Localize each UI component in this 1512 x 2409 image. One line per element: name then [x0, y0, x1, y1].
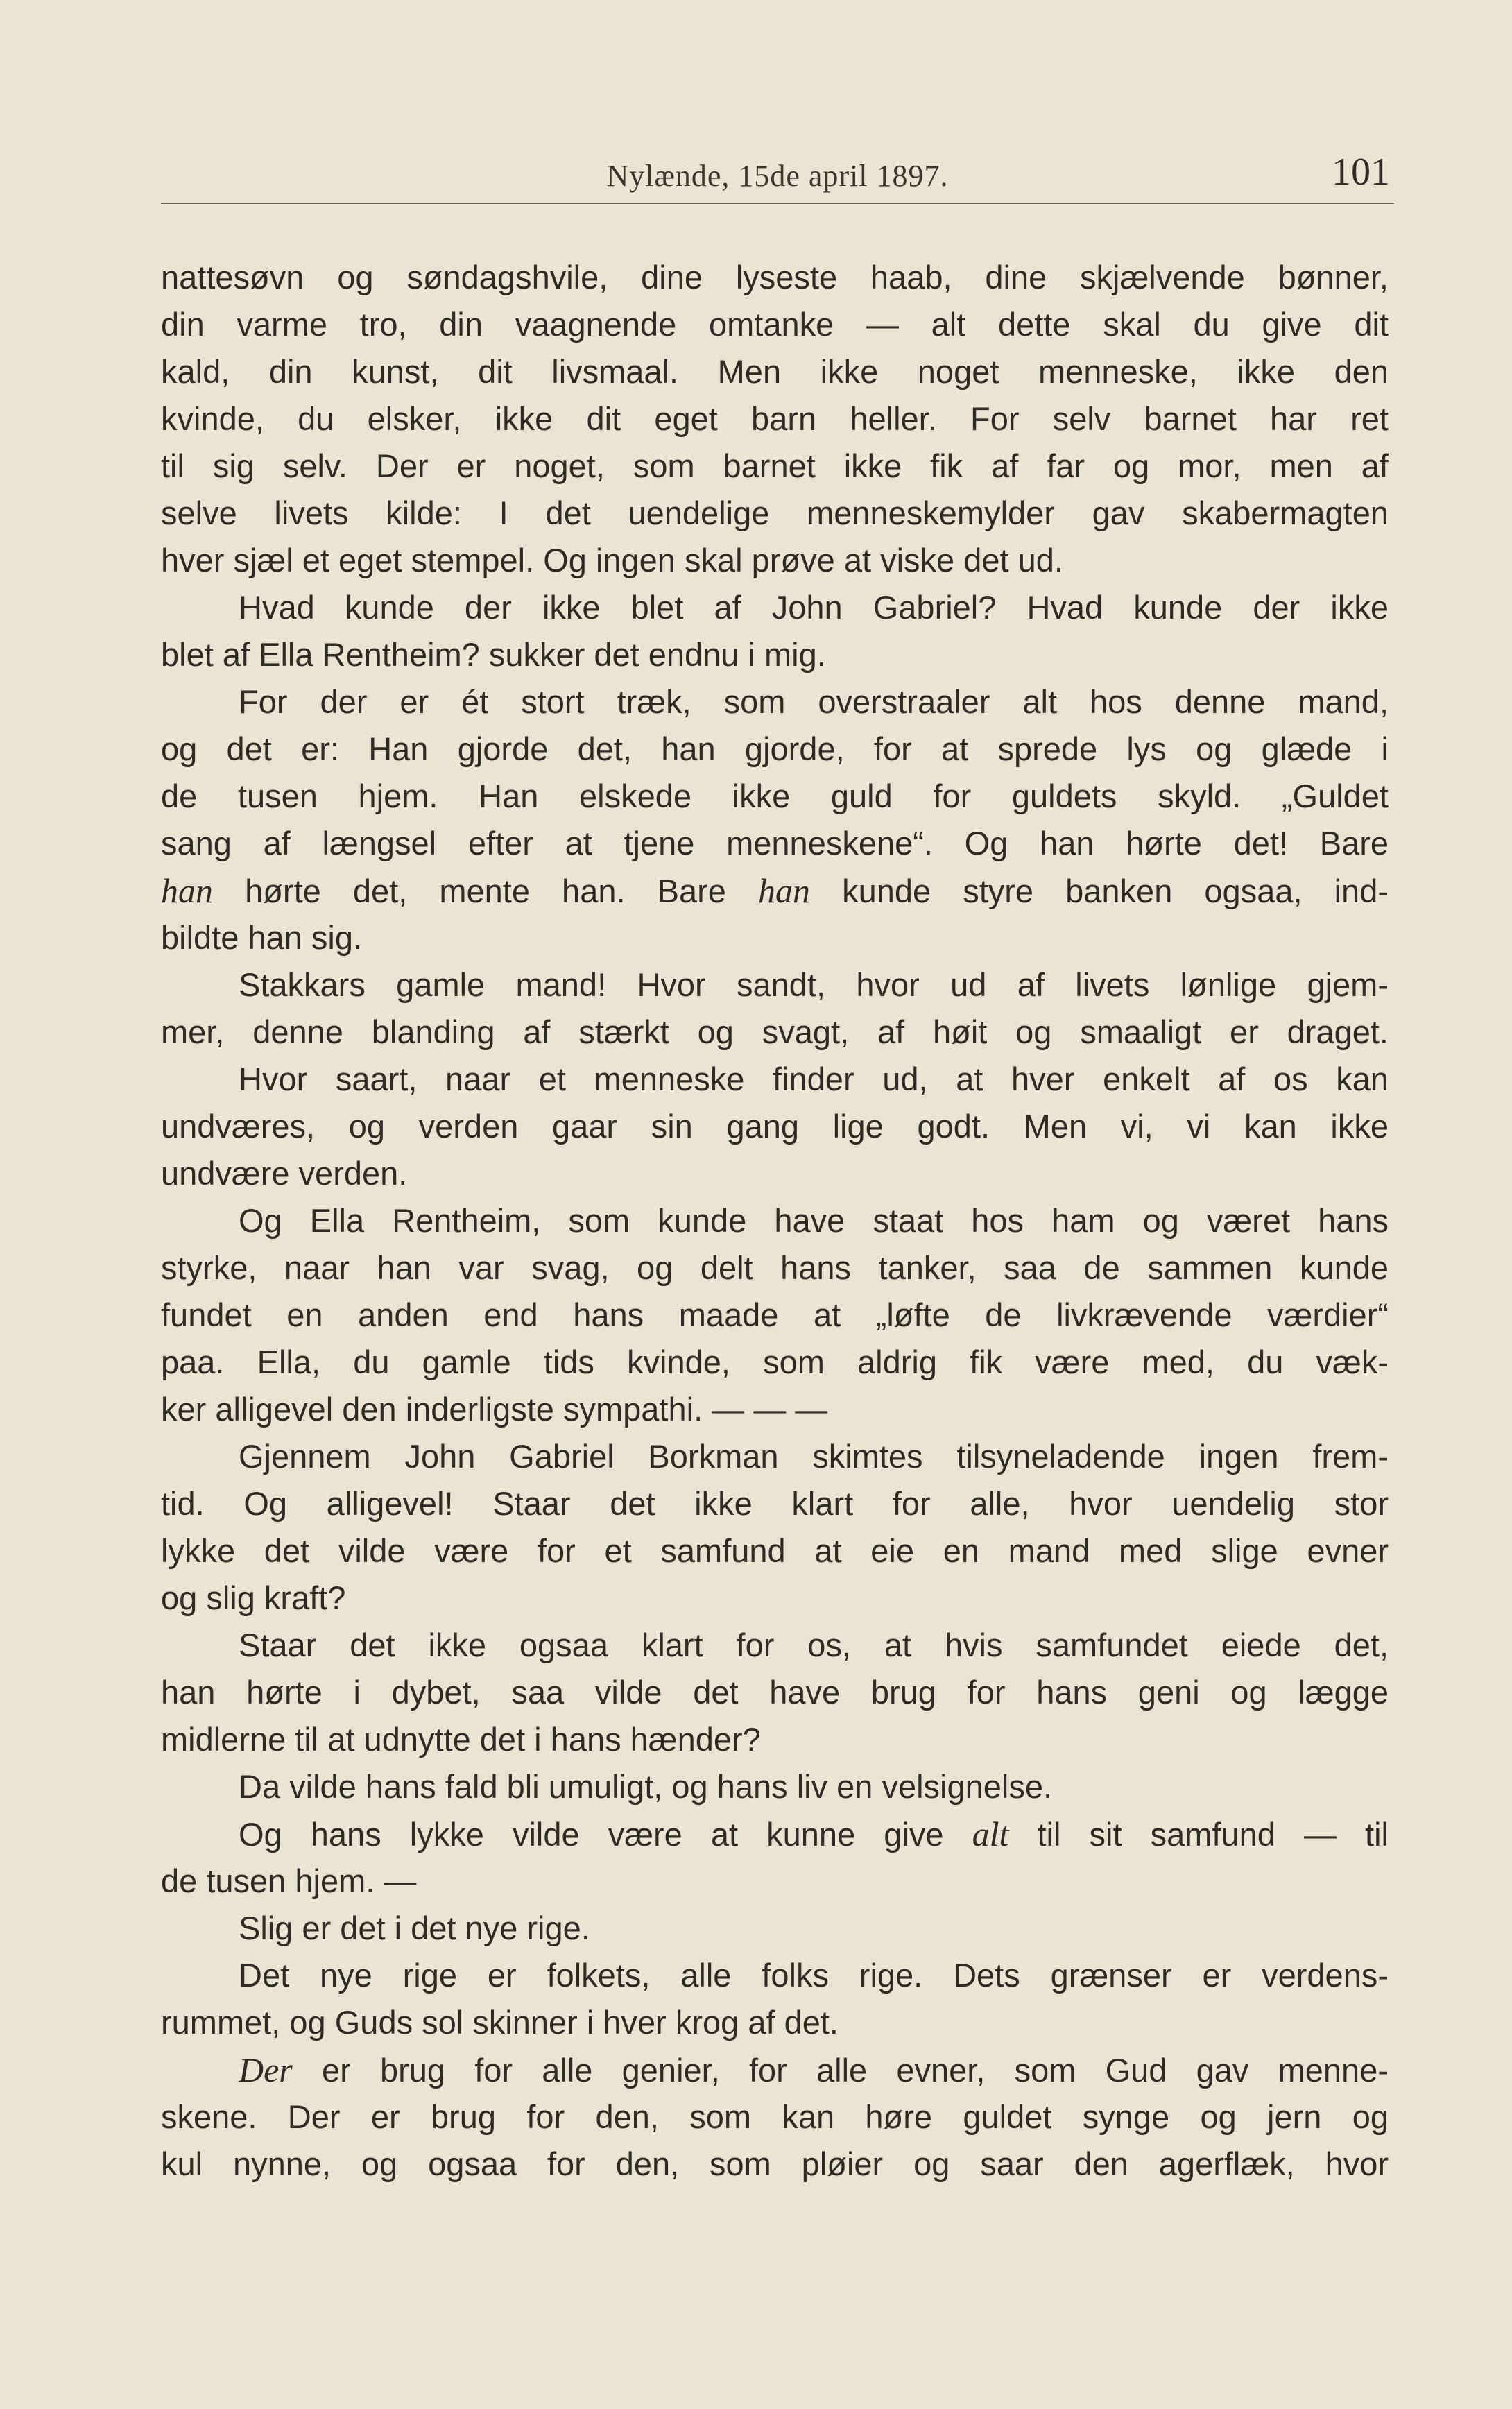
text-line [161, 443, 1389, 490]
text-line [161, 2046, 1389, 2093]
text-segment: sang af længsel efter at tjene menneskene“. Og han hørte det! Bare [161, 825, 1389, 861]
text-line [161, 1292, 1389, 1339]
text-line [161, 1669, 1389, 1716]
text-segment: paa. Ella, du gamle tids kvinde, som aldrig fik være med, du væk- [161, 1344, 1389, 1380]
text-line [161, 1480, 1389, 1527]
text-segment: til sig selv. Der er noget, som barnet ikke fik af far og mor, men af [161, 447, 1389, 484]
text-segment: kunde styre banken ogsaa, ind- [809, 873, 1389, 909]
text-segment: Og hans lykke vilde være at kunne give [239, 1816, 972, 1853]
text-line [161, 820, 1389, 867]
text-line [161, 1197, 1389, 1244]
text-line [161, 348, 1389, 395]
text-line [161, 1763, 1389, 1810]
page-number: 101 [1332, 151, 1390, 194]
journal-title: Nylænde, 15de april 1897. [606, 159, 949, 193]
italic-text: Der [239, 2050, 293, 2089]
text-segment: nattesøvn og søndagshvile, dine lyseste haab, dine skjælvende bønner, [161, 259, 1389, 295]
text-segment: skene. Der er brug for den, som kan høre guldet synge og jern og [161, 2098, 1389, 2135]
text-line [161, 678, 1389, 726]
text-segment: Hvad kunde der ikke blet af John Gabriel? Hvad kunde der ikke [239, 589, 1389, 626]
text-segment: blet af Ella Rentheim? sukker det endnu i mig. [161, 636, 826, 673]
text-segment: kul nynne, og ogsaa for den, som pløier og saar den agerflæk, hvor [161, 2145, 1389, 2182]
text-line [161, 490, 1389, 537]
text-line [161, 1952, 1389, 1999]
text-line [161, 2141, 1389, 2188]
text-segment: tid. Og alligevel! Staar det ikke klart for alle, hvor uendelig stor [161, 1485, 1389, 1522]
text-segment: selve livets kilde: I det uendelige menneskemylder gav skabermagten [161, 495, 1389, 531]
text-segment: Slig er det i det nye rige. [239, 1910, 590, 1946]
text-segment: mer, denne blanding af stærkt og svagt, af høit og smaaligt er draget. [161, 1013, 1389, 1050]
text-segment: de tusen hjem. Han elskede ikke guld for guldets skyld. „Guldet [161, 778, 1389, 814]
text-segment: de tusen hjem. — [161, 1862, 417, 1899]
text-line [161, 301, 1389, 348]
text-segment: rummet, og Guds sol skinner i hver krog af det. [161, 2004, 839, 2041]
text-line [161, 537, 1389, 584]
text-segment: og det er: Han gjorde det, han gjorde, for at sprede lys og glæde i [161, 730, 1389, 767]
text-line [161, 1527, 1389, 1575]
text-line [161, 254, 1389, 301]
text-segment: For der er ét stort træk, som overstraaler alt hos denne mand, [239, 683, 1389, 720]
text-line [161, 2093, 1389, 2141]
text-segment: undvære verden. [161, 1155, 408, 1192]
text-segment: hver sjæl et eget stempel. Og ingen skal prøve at viske det ud. [161, 542, 1063, 578]
text-segment: Hvor saart, naar et menneske finder ud, at hver enkelt af os kan [239, 1061, 1389, 1097]
text-line [161, 1009, 1389, 1056]
text-segment: Stakkars gamle mand! Hvor sandt, hvor ud af livets lønlige gjem- [239, 966, 1389, 1003]
text-line [161, 1575, 1389, 1622]
text-segment: fundet en anden end hans maade at „løfte de livkrævende værdier“ [161, 1296, 1389, 1333]
text-line [161, 631, 1389, 678]
text-segment: din varme tro, din vaagnende omtanke — alt dette skal du give dit [161, 306, 1389, 343]
text-line [161, 1386, 1389, 1433]
text-line [161, 1999, 1389, 2046]
text-line [161, 1905, 1389, 1952]
text-segment: kvinde, du elsker, ikke dit eget barn heller. For selv barnet har ret [161, 400, 1389, 437]
text-line [161, 1056, 1389, 1103]
text-segment: bildte han sig. [161, 919, 363, 956]
text-line [161, 773, 1389, 820]
italic-text: han [161, 871, 213, 910]
text-segment: Staar det ikke ogsaa klart for os, at hvis samfundet eiede det, [239, 1627, 1389, 1663]
running-head [161, 151, 1394, 204]
italic-text: alt [972, 1815, 1009, 1853]
text-segment: hørte det, mente han. Bare [213, 873, 758, 909]
body-text [161, 254, 1389, 2188]
text-segment: og slig kraft? [161, 1579, 346, 1616]
text-segment: styrke, naar han var svag, og delt hans tanker, saa de sammen kunde [161, 1249, 1389, 1286]
text-line [161, 584, 1389, 631]
text-line [161, 1716, 1389, 1763]
text-segment: ker alligevel den inderligste sympathi. — — — [161, 1391, 828, 1428]
text-segment: til sit samfund — til [1008, 1816, 1389, 1853]
text-line [161, 1810, 1389, 1858]
text-line [161, 1103, 1389, 1150]
text-line [161, 1433, 1389, 1480]
text-line [161, 867, 1389, 914]
text-segment: Det nye rige er folkets, alle folks rige. Dets grænser er verdens- [239, 1957, 1389, 1994]
text-segment: undværes, og verden gaar sin gang lige godt. Men vi, vi kan ikke [161, 1108, 1389, 1145]
text-line [161, 1150, 1389, 1197]
text-segment: lykke det vilde være for et samfund at eie en mand med slige evner [161, 1532, 1389, 1569]
text-segment: Gjennem John Gabriel Borkman skimtes tilsyneladende ingen frem- [239, 1438, 1389, 1475]
text-segment: Og Ella Rentheim, som kunde have staat hos ham og været hans [239, 1202, 1389, 1239]
italic-text: han [757, 871, 810, 910]
text-line [161, 1244, 1389, 1292]
text-line [161, 1858, 1389, 1905]
text-line [161, 961, 1389, 1009]
text-line [161, 726, 1389, 773]
text-line [161, 1339, 1389, 1386]
text-segment: er brug for alle genier, for alle evner, som Gud gav menne- [292, 2052, 1389, 2089]
text-segment: kald, din kunst, dit livsmaal. Men ikke noget menneske, ikke den [161, 353, 1389, 390]
text-segment: Da vilde hans fald bli umuligt, og hans liv en velsignelse. [239, 1768, 1053, 1805]
text-segment: han hørte i dybet, saa vilde det have brug for hans geni og lægge [161, 1674, 1389, 1711]
text-line [161, 395, 1389, 443]
text-line [161, 1622, 1389, 1669]
text-segment: midlerne til at udnytte det i hans hænder? [161, 1721, 761, 1758]
text-line [161, 914, 1389, 961]
